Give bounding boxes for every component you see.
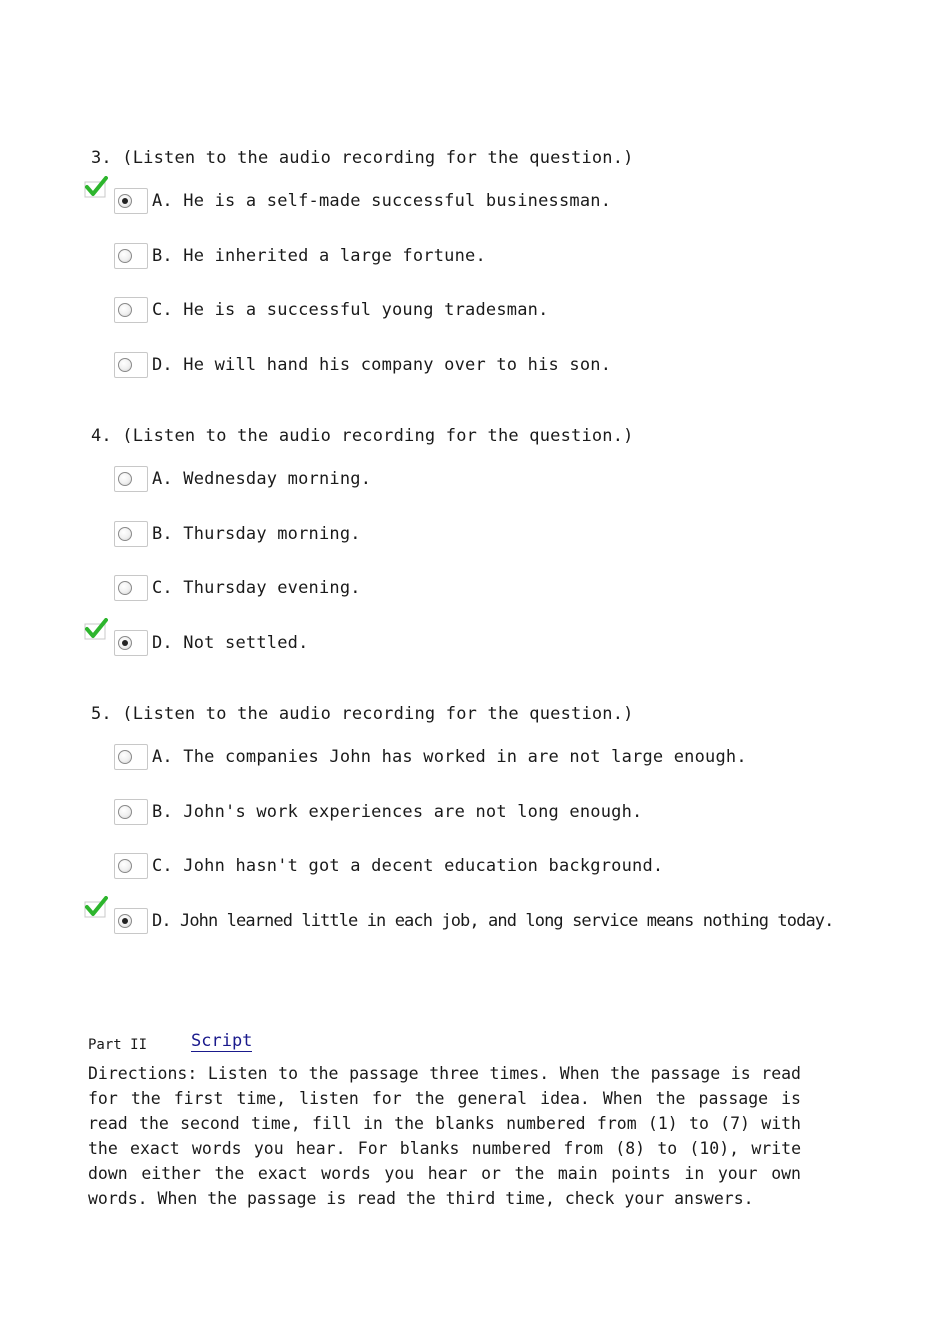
- answer-option[interactable]: [0, 188, 900, 222]
- radio-frame[interactable]: [114, 799, 148, 825]
- option-label: B. Thursday morning.: [152, 524, 361, 544]
- radio-button-selected[interactable]: [118, 636, 132, 650]
- answer-option[interactable]: [0, 799, 900, 833]
- option-label: D. John learned little in each job, and long service means nothing today.: [152, 911, 834, 931]
- radio-frame[interactable]: [114, 630, 148, 656]
- radio-button[interactable]: [118, 303, 132, 317]
- part-label: Part II: [88, 1037, 148, 1053]
- option-label: B. John's work experiences are not long enough.: [152, 802, 643, 822]
- question-title: 3. (Listen to the audio recording for the question.): [91, 148, 634, 168]
- option-label: A. The companies John has worked in are not large enough.: [152, 747, 747, 767]
- answer-option[interactable]: [0, 521, 900, 555]
- option-label: C. Thursday evening.: [152, 578, 361, 598]
- option-label: C. John hasn't got a decent education background.: [152, 856, 664, 876]
- radio-frame[interactable]: [114, 352, 148, 378]
- radio-button[interactable]: [118, 859, 132, 873]
- option-label: C. He is a successful young tradesman.: [152, 300, 549, 320]
- correct-check-icon: [84, 618, 108, 640]
- question-title: 5. (Listen to the audio recording for the question.): [91, 704, 634, 724]
- radio-button[interactable]: [118, 527, 132, 541]
- radio-button[interactable]: [118, 805, 132, 819]
- correct-check-icon: [84, 176, 108, 198]
- radio-frame[interactable]: [114, 188, 148, 214]
- option-label: B. He inherited a large fortune.: [152, 246, 486, 266]
- radio-frame[interactable]: [114, 243, 148, 269]
- radio-button[interactable]: [118, 358, 132, 372]
- radio-button[interactable]: [118, 472, 132, 486]
- answer-option[interactable]: [0, 466, 900, 500]
- radio-button[interactable]: [118, 581, 132, 595]
- radio-button[interactable]: [118, 750, 132, 764]
- answer-option[interactable]: [0, 630, 900, 664]
- radio-frame[interactable]: [114, 744, 148, 770]
- answer-option[interactable]: [0, 744, 900, 778]
- answer-option[interactable]: [0, 297, 900, 331]
- option-label: A. Wednesday morning.: [152, 469, 372, 489]
- answer-option[interactable]: [0, 575, 900, 609]
- option-label: A. He is a self-made successful businessman.: [152, 191, 612, 211]
- answer-option[interactable]: [0, 853, 900, 887]
- radio-frame[interactable]: [114, 297, 148, 323]
- script-link[interactable]: Script: [191, 1031, 253, 1051]
- radio-frame[interactable]: [114, 521, 148, 547]
- radio-frame[interactable]: [114, 853, 148, 879]
- radio-button[interactable]: [118, 249, 132, 263]
- option-label: D. Not settled.: [152, 633, 309, 653]
- radio-button-selected[interactable]: [118, 914, 132, 928]
- answer-option[interactable]: [0, 243, 900, 277]
- answer-option[interactable]: [0, 908, 900, 942]
- option-label: D. He will hand his company over to his son.: [152, 355, 612, 375]
- directions-text: Directions: Listen to the passage three times. When the passage is read for the first time, listen for the general idea. When the passage is read the second time, fill in the blanks numbered from (1) to (7) with the exact words you hear. For blanks numbered from (8) to (10), write down either the exact words you hear or the main points in your own words. When the passage is read the third time, check your answers.: [88, 1064, 801, 1208]
- correct-check-icon: [84, 896, 108, 918]
- radio-button-selected[interactable]: [118, 194, 132, 208]
- radio-frame[interactable]: [114, 575, 148, 601]
- radio-frame[interactable]: [114, 466, 148, 492]
- question-title: 4. (Listen to the audio recording for the question.): [91, 426, 634, 446]
- answer-option[interactable]: [0, 352, 900, 386]
- radio-frame[interactable]: [114, 908, 148, 934]
